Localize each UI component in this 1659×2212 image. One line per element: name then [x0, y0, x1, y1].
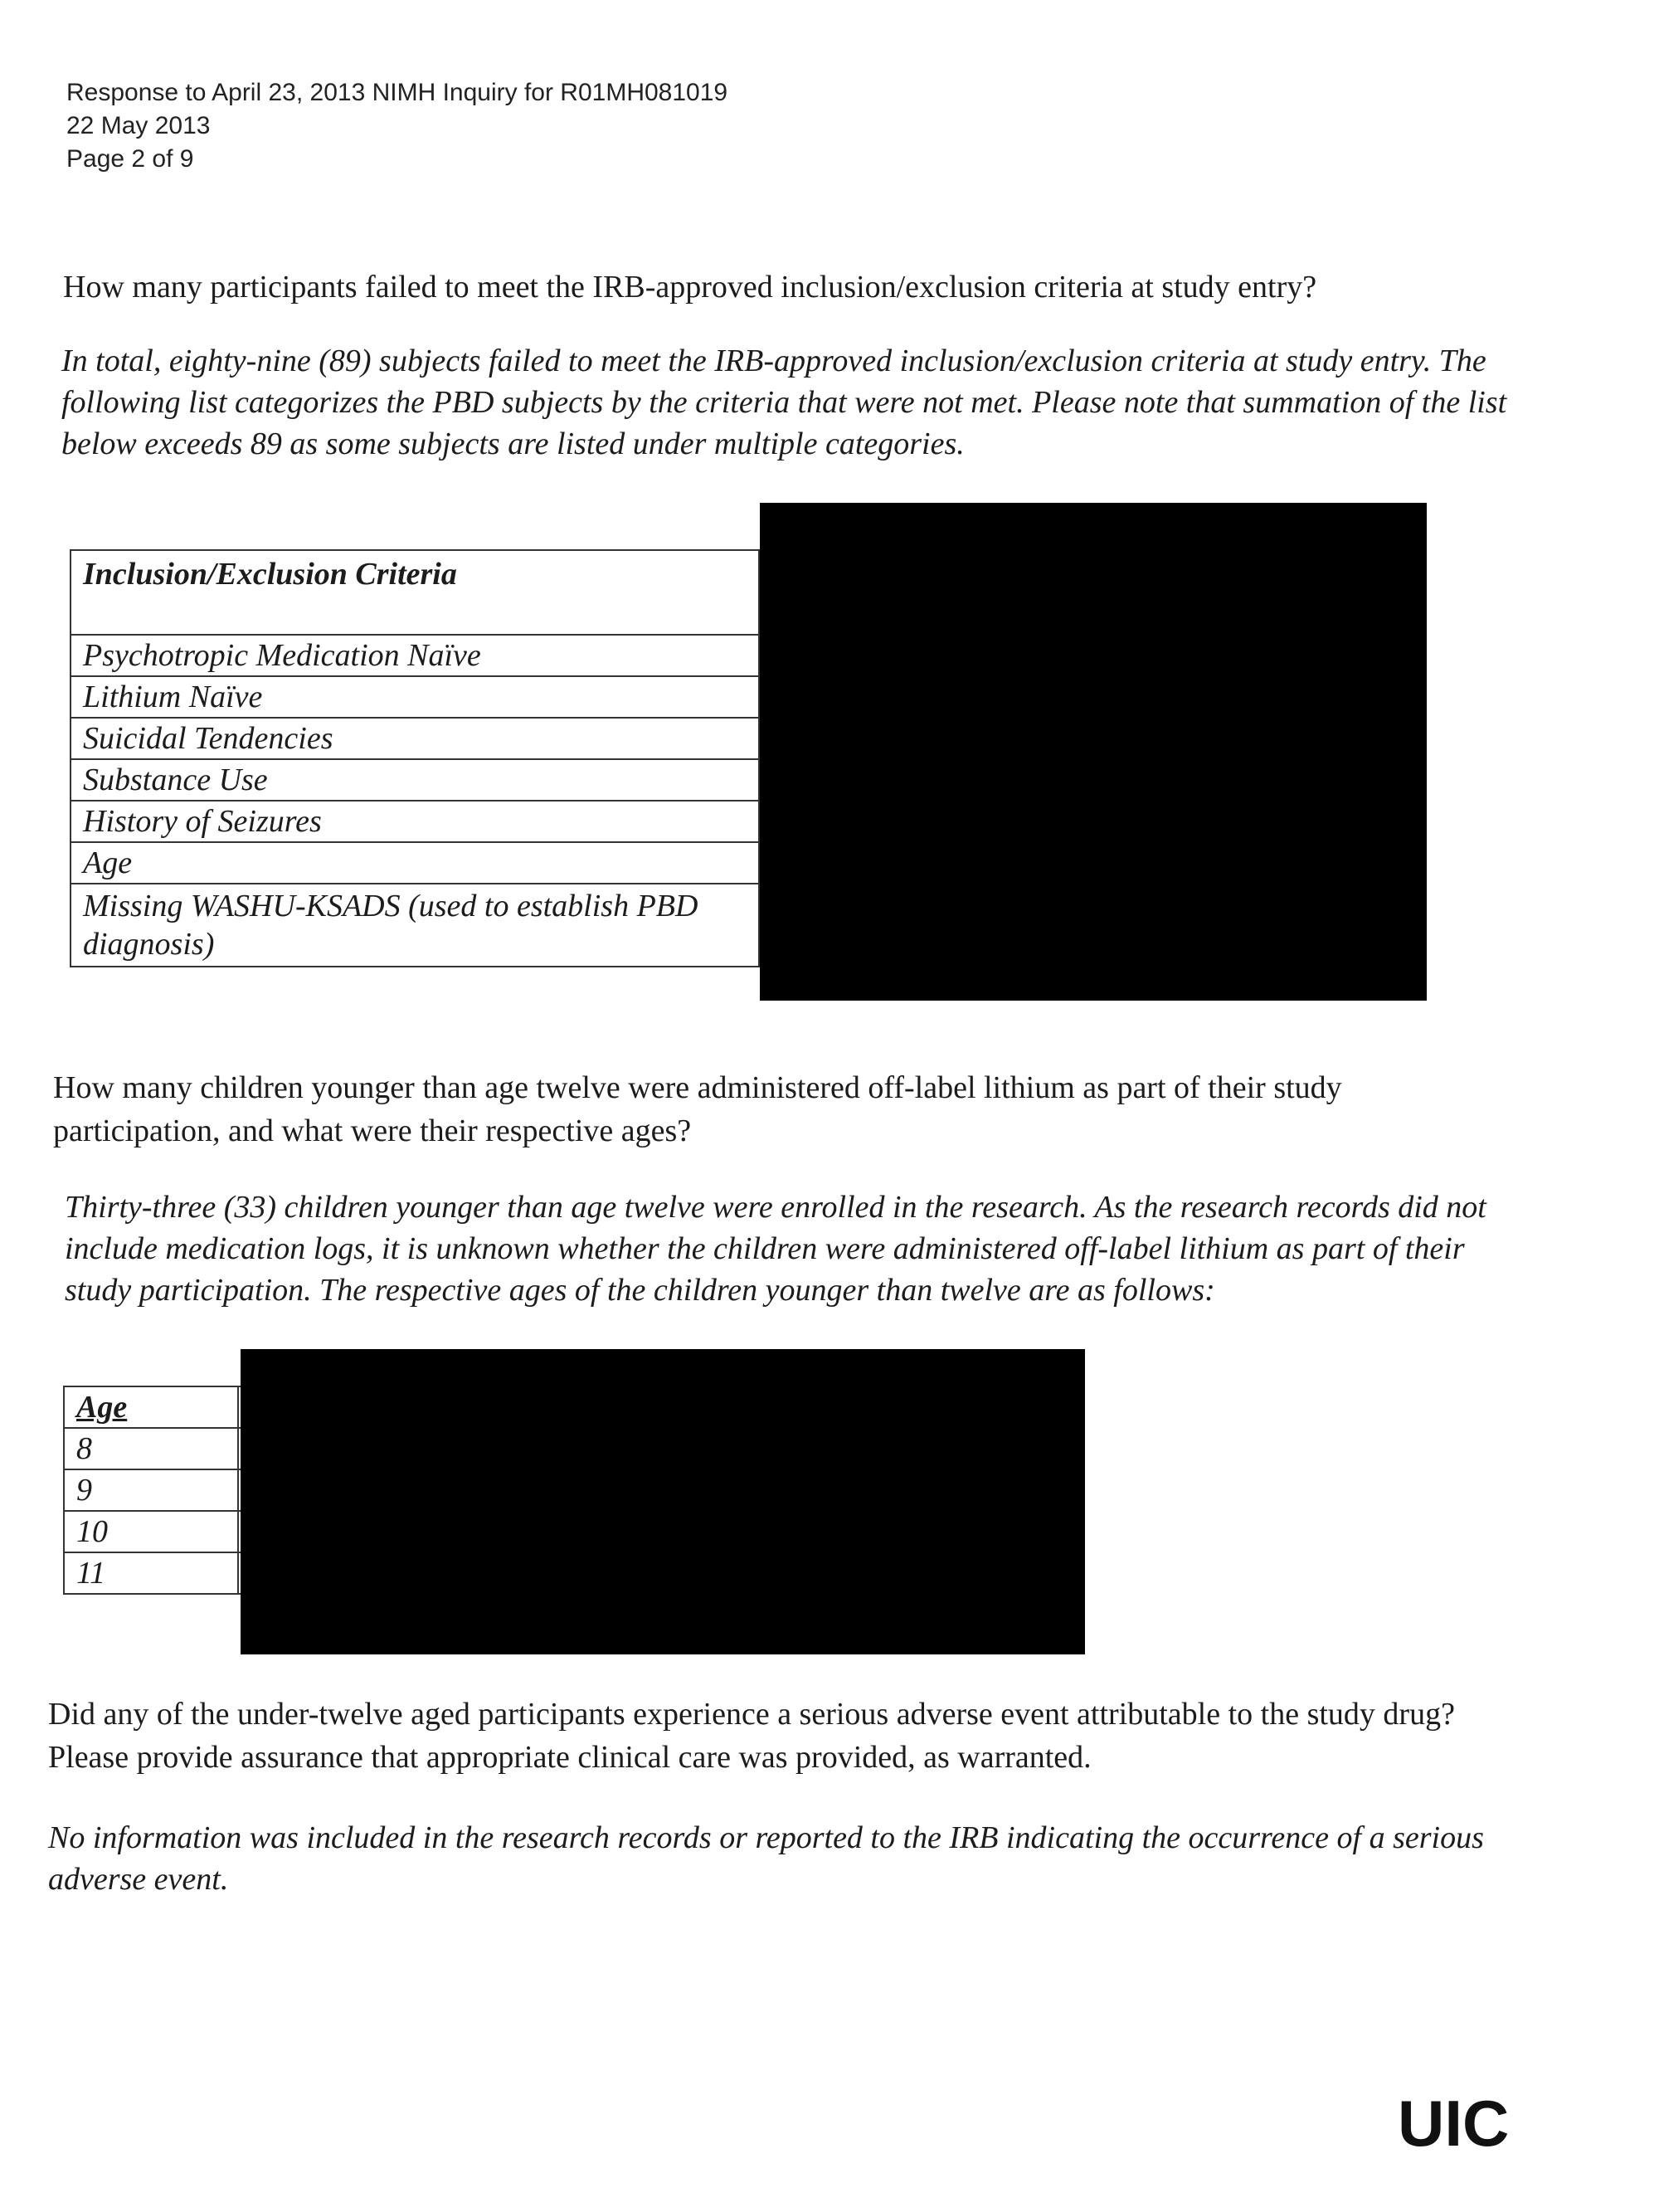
age-cell: 9: [64, 1469, 238, 1511]
age-cell: 10: [64, 1511, 238, 1552]
uic-logo: [1398, 2083, 1539, 2157]
criteria-cell: History of Seizures: [71, 801, 759, 842]
question-inclusion-criteria: How many participants failed to meet the IRB-approved inclusion/exclusion criteria at study entry?: [63, 270, 1317, 305]
age-column-header: Age: [64, 1386, 238, 1428]
criteria-cell: Age: [71, 842, 759, 884]
criteria-cell: Suicidal Tendencies: [71, 718, 759, 759]
header-date: 22 May 2013: [66, 112, 211, 139]
header-page-number: Page 2 of 9: [66, 145, 194, 173]
criteria-cell: Lithium Naïve: [71, 676, 759, 718]
criteria-cell: Substance Use: [71, 759, 759, 801]
criteria-cell: Psychotropic Medication Naïve: [71, 635, 759, 676]
redaction-block: [760, 503, 1427, 1001]
redaction-block: [241, 1349, 1085, 1654]
answer-adverse-event: No information was included in the research records or reported to the IRB indicating the occurrence of a serious adverse event.: [48, 1820, 1484, 1897]
question-adverse-event: Did any of the under-twelve aged participants experience a serious adverse event attributable to the study drug? Please provide assurance that appropriate clinical care was provided, as warranted.: [48, 1697, 1455, 1775]
age-cell: 8: [64, 1428, 238, 1469]
criteria-cell: Missing WASHU-KSADS (used to establish PBD diagnosis): [71, 884, 759, 967]
answer-inclusion-criteria: In total, eighty-nine (89) subjects failed to meet the IRB-approved inclusion/exclusion criteria at study entry. The following list categorizes the PBD subjects by the criteria that were not met. Please note that summation of the list below exceeds 89 as some subjects are listed under multiple categories.: [61, 343, 1507, 461]
document-header: [66, 76, 727, 176]
criteria-column-header: Inclusion/Exclusion Criteria: [71, 550, 759, 635]
logo-text: UIC: [1398, 2087, 1510, 2157]
answer-under-twelve-lithium: Thirty-three (33) children younger than age twelve were enrolled in the research. As the research records did not include medication logs, it is unknown whether the children were administered off-label lithium as part of their study participation. The respective ages of the children younger than twelve are as follows:: [65, 1190, 1486, 1308]
age-cell: 11: [64, 1552, 238, 1594]
header-inquiry-line: Response to April 23, 2013 NIMH Inquiry for R01MH081019: [66, 79, 728, 106]
question-under-twelve-lithium: How many children younger than age twelve were administered off-label lithium as part of their study participation, and what were their respective ages?: [53, 1070, 1342, 1148]
